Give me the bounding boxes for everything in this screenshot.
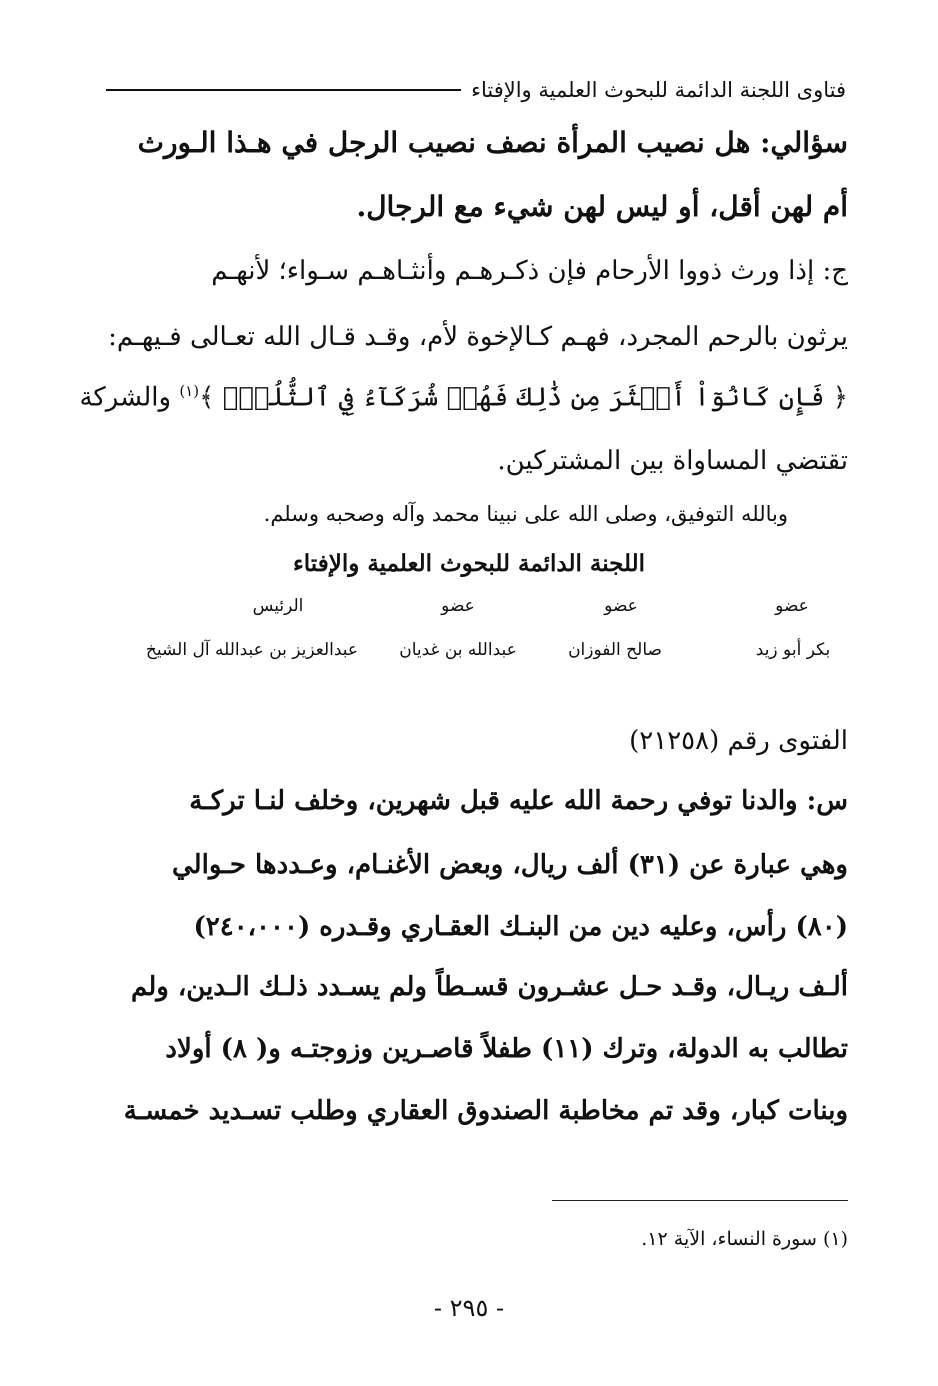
committee-name: اللجنة الدائمة للبحوث العلمية والإفتاء xyxy=(292,550,646,577)
answer-line-3 xyxy=(79,382,848,413)
quran-verse: ﴿ فَإِن كَانُوٓاْ أَكۡثَرَ مِن ذَٰلِكَ فَهُمۡ شُرَكَآءُ فِي ٱلثُّلُثِۚ ﴾ xyxy=(199,382,848,413)
question-line-1: سؤالي: هل نصيب المرأة نصف نصيب الرجل في هـذا الـورث xyxy=(137,126,848,159)
signatory-role: الرئيس xyxy=(252,596,304,616)
signatory-name: بكر أبو زيد xyxy=(755,640,831,660)
question-2-line-2: وهي عبارة عن (٣١) ألف ريال، وبعض الأغنـام، وعـددها حـوالي xyxy=(172,850,848,880)
header-title: فتاوى اللجنة الدائمة للبحوث العلمية والإفتاء xyxy=(471,78,846,102)
footnote-divider xyxy=(552,1200,848,1201)
page-number: - ٢٩٥ - xyxy=(433,1294,505,1322)
answer-line-2: يرثون بالرحم المجرد، فهـم كـالإخوة لأم، وقـد قـال الله تعـالى فـيهـم: xyxy=(108,322,848,352)
header-rule xyxy=(106,89,461,91)
question-2-line-5: تطالب به الدولة، وترك (١١) طفلاً قاصـرين وزوجتـه و( ٨) أولاد xyxy=(165,1034,848,1064)
footnote-reference: (١) xyxy=(179,382,200,400)
signatory-name: صالح الفوزان xyxy=(568,640,662,660)
question-2-line-6: وبنات كبار، وقد تم مخاطبة الصندوق العقاري وطلب تسـديد خمسـة xyxy=(123,1096,848,1126)
footnote: (١) سورة النساء، الآية ١٢. xyxy=(641,1228,848,1250)
question-2-line-3: (٨٠) رأس، وعليه دين من البنـك العقـاري وقـدره (٢٤٠،٠٠٠) xyxy=(193,912,848,942)
question-line-2: أم لهن أقل، أو ليس لهن شيء مع الرجال. xyxy=(356,190,848,223)
answer-line-1: ج: إذا ورث ذووا الأرحام فإن ذكـرهـم وأنثـاهـم سـواء؛ لأنهـم xyxy=(211,256,848,286)
signatory-role: عضو xyxy=(604,596,638,616)
signatory-role: عضو xyxy=(441,596,475,616)
signatory-name: عبدالله بن غديان xyxy=(399,640,517,660)
fatwa-number: الفتوى رقم (٢١٢٥٨) xyxy=(629,726,848,756)
signatory-role: عضو xyxy=(775,596,809,616)
answer-line-4: تقتضي المساواة بين المشتركين. xyxy=(497,446,848,476)
running-header xyxy=(106,72,846,108)
signatory-name: عبدالعزيز بن عبدالله آل الشيخ xyxy=(145,640,359,660)
question-2-line-4: ألـف ريـال، وقـد حـل عشـرون قسـطاً ولم يسـدد ذلـك الـدين، ولم xyxy=(131,972,848,1002)
closing-line: وبالله التوفيق، وصلى الله على نبينا محمد وآله وصحبه وسلم. xyxy=(263,502,788,526)
question-2-line-1: س: والدنا توفي رحمة الله عليه قبل شهرين، وخلف لنـا تركـة xyxy=(189,786,848,816)
answer-line-3-rest: والشركة xyxy=(79,382,180,413)
